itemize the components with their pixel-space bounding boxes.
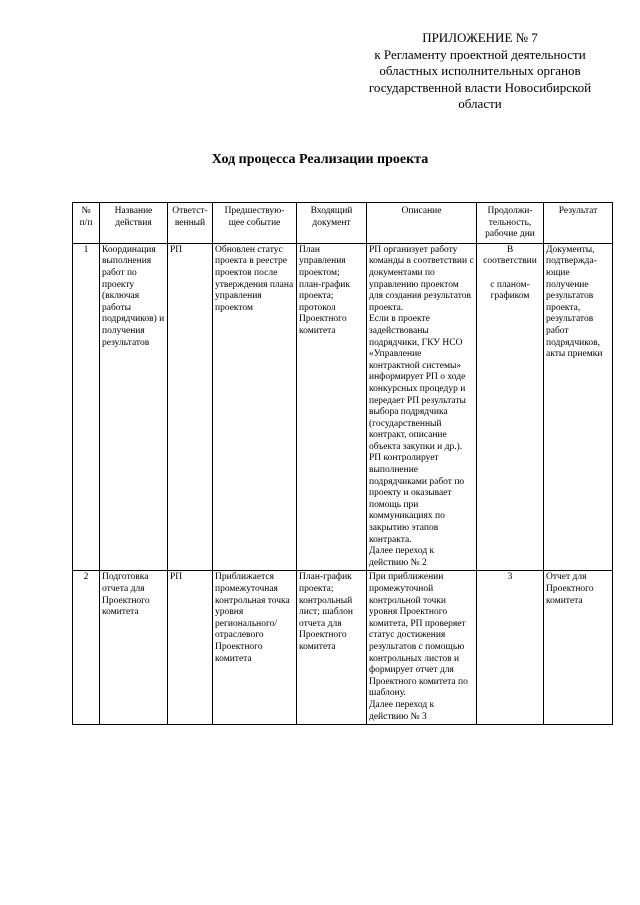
table-row <box>73 243 613 571</box>
table-header-row <box>73 203 613 244</box>
appendix-line: области <box>458 96 502 111</box>
cell-num: 1 <box>73 243 100 571</box>
appendix-line: к Регламенту проектной деятельности <box>374 46 586 62</box>
cell-prev-event: Обновлен статус проекта в реестре проектов после утверждения плана управления проектом <box>213 243 297 571</box>
document-title: Ход процесса Реализации проекта <box>211 152 429 167</box>
header-input-doc: Входящий документ <box>297 203 367 244</box>
header-prev-event: Предшествую- щее событие <box>213 203 297 244</box>
header-duration: Продолжи- тельность, рабочие дни <box>477 203 544 244</box>
header-responsible: Ответст- венный <box>168 203 213 244</box>
appendix-header <box>330 30 630 113</box>
header-result: Результат <box>544 203 613 244</box>
appendix-line: государственной власти Новосибирской <box>368 79 592 95</box>
appendix-line: ПРИЛОЖЕНИЕ № 7 <box>422 30 538 45</box>
cell-action-name: Координация выполнения работ по проекту (включая работы подрядчиков) и получения результатов <box>100 243 168 571</box>
cell-duration: 3 <box>477 571 544 725</box>
cell-description: РП организует работу команды в соответствии с документами по управлению проектом для создания результатов проекта. Если в проекте задействованы подрядчики, ГКУ НСО «Управление контрактной системы» информирует РП о ходе конкурсных процедур и передает РП результаты выбора подрядчика (государственный контракт, описание объекта закупки и др.). РП контролирует выполнение подрядчиками работ по проекту и оказывает помощь при коммуникациях по закрытию этапов контракта. Далее переход к действию № 2 <box>367 243 477 571</box>
cell-prev-event: Приближается промежуточная контрольная точка уровня регионального/ отраслевого Проектного комитета <box>213 571 297 725</box>
header-num: № п/п <box>73 203 100 244</box>
table-row <box>73 571 613 725</box>
cell-result: Отчет для Проектного комитета <box>544 571 613 725</box>
cell-input-doc: План управления проектом; план-график проекта; протокол Проектного комитета <box>297 243 367 571</box>
cell-num: 2 <box>73 571 100 725</box>
cell-duration: В соответствии с планом-графиком <box>477 243 544 571</box>
cell-result: Документы, подтверждающие получение результатов проекта, результатов работ подрядчиков, акты приемки <box>544 243 613 571</box>
cell-description: При приближении промежуточной контрольной точки уровня Проектного комитета, РП проверяет статус достижения результатов с помощью контрольных листов и формирует отчет для Проектного комитета по шаблону. Далее переход к действию № 3 <box>367 571 477 725</box>
cell-responsible: РП <box>168 571 213 725</box>
header-description: Описание <box>367 203 477 244</box>
process-table <box>72 202 613 725</box>
cell-action-name: Подготовка отчета для Проектного комитета <box>100 571 168 725</box>
cell-input-doc: План-график проекта; контрольный лист; шаблон отчета для Проектного комитета <box>297 571 367 725</box>
appendix-line: областных исполнительных органов <box>379 63 581 78</box>
cell-responsible: РП <box>168 243 213 571</box>
header-action-name: Название действия <box>100 203 168 244</box>
